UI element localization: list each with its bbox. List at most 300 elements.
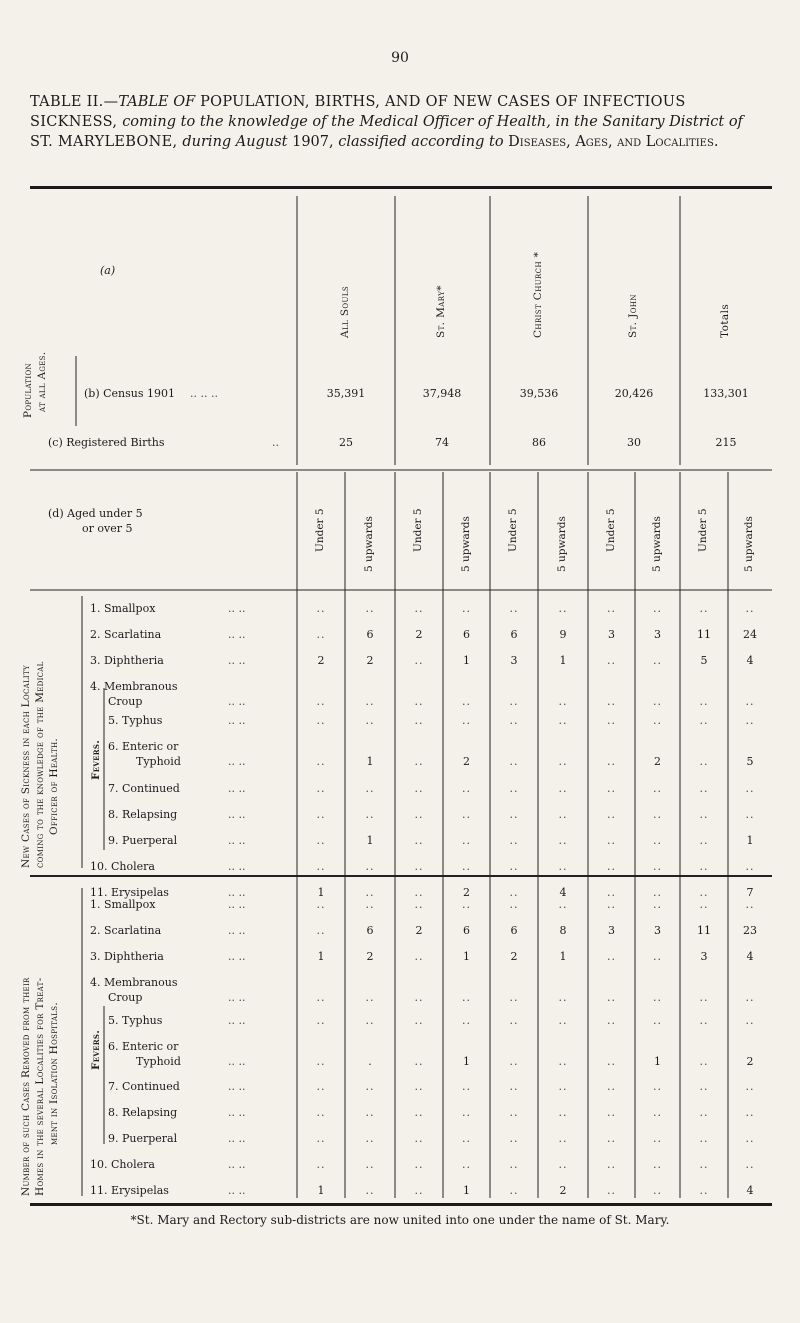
table-cell: .. (509, 1080, 519, 1093)
table-cell: .. (699, 1014, 709, 1027)
table-cell: 6 (366, 628, 374, 641)
births-value: 215 (715, 436, 737, 449)
table-cell: .. (699, 1158, 709, 1171)
table-cell: .. (607, 714, 616, 727)
table-cell: .. (462, 602, 471, 615)
table-cell: .. (414, 834, 424, 847)
table-cell: .. (414, 1080, 424, 1093)
table-cell: .. (607, 602, 616, 615)
table-cell: .. (365, 782, 375, 795)
table-cell: .. (414, 695, 424, 708)
section2-group-label: Number of such Cases Removed from their (20, 977, 32, 1196)
row-label: 4. Membranous (90, 680, 178, 693)
table-cell: .. (414, 886, 424, 899)
table-cell: .. (316, 1158, 326, 1171)
table-cell: 2 (317, 654, 325, 667)
table-cell: .. (699, 755, 709, 768)
table-cell: .. (509, 782, 519, 795)
table-cell: .. (462, 714, 471, 727)
title-tail: Diseases, Ages, and Localities. (503, 134, 719, 150)
row-label: 3. Diphtheria (90, 654, 164, 667)
section1-group-label: coming to the knowledge of the Medical (34, 661, 46, 868)
table-cell: .. (414, 1158, 424, 1171)
table-cell: .. (316, 860, 326, 873)
table-cell: 3 (510, 654, 518, 667)
table-cell: .. (316, 782, 326, 795)
row-dots: .. .. (228, 654, 246, 667)
table-cell: .. (462, 1014, 471, 1027)
table-cell: .. (316, 1106, 326, 1119)
table-cell: .. (653, 1158, 662, 1171)
table-cell: 1 (317, 886, 325, 899)
table-cell: .. (316, 1014, 326, 1027)
table-cell: .. (316, 924, 326, 937)
title-district: ST. MARYLEBONE, (30, 134, 183, 150)
table-cell: .. (699, 808, 709, 821)
table-cell: .. (509, 1055, 519, 1068)
locality-header: St. Mary* (435, 285, 447, 338)
table-cell: .. (558, 1132, 568, 1145)
table-cell: .. (365, 991, 375, 1004)
under-5-header: Under 5 (412, 508, 424, 552)
table-cell: .. (316, 602, 326, 615)
table-cell: .. (509, 695, 519, 708)
table-cell: .. (607, 991, 616, 1004)
table-cell: .. (365, 695, 375, 708)
table-cell: .. (745, 808, 755, 821)
table-cell: .. (365, 1184, 375, 1197)
table-cell: 4 (559, 886, 567, 899)
table-cell: .. (699, 695, 709, 708)
table-cell: .. (365, 602, 375, 615)
row-label: 11. Erysipelas (90, 1184, 169, 1197)
births-dots: .. (272, 436, 279, 449)
table-cell: .. (509, 714, 519, 727)
table-cell: .. (745, 898, 755, 911)
title-year: 1907, (287, 134, 339, 150)
table-cell: .. (653, 654, 662, 667)
table-cell: .. (699, 1184, 709, 1197)
5-upwards-header: 5 upwards (743, 516, 755, 572)
table-cell: .. (653, 898, 662, 911)
population-label: (b) Census 1901 (84, 387, 175, 400)
row-label: 9. Puerperal (108, 1132, 178, 1145)
table-cell: .. (462, 834, 471, 847)
table-cell: 4 (746, 1184, 754, 1197)
table-cell: .. (653, 1132, 662, 1145)
table-cell: .. (653, 782, 662, 795)
table-cell: .. (414, 714, 424, 727)
locality-header: All Souls (339, 285, 351, 338)
age-label-line1: (d) Aged under 5 (48, 507, 143, 520)
table-cell: .. (699, 1106, 709, 1119)
row-label: 4. Membranous (90, 976, 178, 989)
row-dots: .. .. (228, 1080, 246, 1093)
table-cell: 6 (463, 628, 470, 641)
row-label: 9. Puerperal (108, 834, 178, 847)
table-cell: 2 (746, 1055, 754, 1068)
table-cell: .. (462, 1132, 471, 1145)
footnote: *St. Mary and Rectory sub-districts are now united into one under the name of St. Mary. (130, 1213, 670, 1227)
locality-header: St. John (627, 294, 639, 338)
section2-group-label: Homes in the several Localities for Treat- (34, 977, 46, 1196)
table-cell: .. (509, 808, 519, 821)
table-cell: 2 (463, 755, 470, 768)
table-cell: 7 (746, 886, 754, 899)
table-cell: .. (414, 1106, 424, 1119)
row-label: 8. Relapsing (108, 808, 178, 821)
table-cell: .. (558, 602, 568, 615)
table-cell: .. (558, 714, 568, 727)
table-cell: .. (509, 834, 519, 847)
row-dots: .. .. (228, 860, 246, 873)
table-cell: .. (745, 714, 755, 727)
table-cell: .. (316, 714, 326, 727)
table-cell: 2 (415, 924, 423, 937)
table-cell: 4 (746, 950, 754, 963)
title-italic-1: TABLE OF (118, 94, 196, 110)
table-cell: .. (699, 834, 709, 847)
row-label: 2. Scarlatina (90, 924, 162, 937)
table-cell: .. (699, 898, 709, 911)
row-label: 11. Erysipelas (90, 886, 169, 899)
table-cell: .. (509, 1184, 519, 1197)
table-cell: .. (414, 1014, 424, 1027)
table-cell: 1 (654, 1055, 661, 1068)
row-dots: .. .. (228, 782, 246, 795)
table-cell: .. (316, 628, 326, 641)
table-cell: .. (607, 1055, 616, 1068)
table-cell: .. (558, 1014, 568, 1027)
table-cell: .. (414, 1132, 424, 1145)
table-cell: .. (316, 1132, 326, 1145)
table-cell: .. (509, 1014, 519, 1027)
table-cell: 5 (746, 755, 754, 768)
table-cell: 1 (366, 755, 374, 768)
row-label: 6. Enteric or (108, 740, 179, 753)
births-label: (c) Registered Births (48, 436, 165, 449)
section1-group-label: New Cases of Sickness in each Locality (20, 665, 32, 868)
table-cell: .. (558, 1158, 568, 1171)
table-cell: .. (558, 1106, 568, 1119)
births-value: 86 (532, 436, 546, 449)
table-cell: .. (414, 1184, 424, 1197)
table-cell: 1 (366, 834, 374, 847)
title-italic-4: classified according to (338, 134, 504, 150)
table-cell: .. (653, 1080, 662, 1093)
table-cell: 1 (559, 654, 567, 667)
table-cell: 11 (697, 924, 711, 937)
table-cell: 2 (559, 1184, 567, 1197)
row-dots: .. .. (228, 886, 246, 899)
table-cell: .. (365, 714, 375, 727)
table-cell: .. (414, 991, 424, 1004)
population-dots: .. .. .. (190, 387, 218, 400)
table-cell: .. (462, 808, 471, 821)
table-cell: 11 (697, 628, 711, 641)
row-label: 10. Cholera (90, 1158, 155, 1171)
5-upwards-header: 5 upwards (650, 516, 663, 572)
table-cell: .. (699, 1080, 709, 1093)
table-cell: .. (607, 654, 616, 667)
table-cell: .. (653, 834, 662, 847)
table-cell: .. (316, 898, 326, 911)
table-cell: .. (316, 991, 326, 1004)
table-cell: .. (462, 1106, 471, 1119)
table-cell: 2 (510, 950, 518, 963)
table-cell: 1 (463, 1055, 470, 1068)
row-label: 2. Scarlatina (90, 628, 162, 641)
title-part-1: POPULATION, BIRTHS, AND OF NEW CASES OF INFECTIOUS SICKNESS, (30, 94, 686, 130)
table-cell: .. (509, 898, 519, 911)
table-cell: .. (414, 950, 424, 963)
table-cell: .. (462, 695, 471, 708)
table-cell: 3 (654, 924, 661, 937)
table-cell: .. (558, 782, 568, 795)
row-dots: .. .. (228, 1132, 246, 1145)
table-cell: .. (365, 860, 375, 873)
table-cell: 8 (559, 924, 567, 937)
table-cell: .. (365, 886, 375, 899)
locality-header: Totals (719, 303, 731, 338)
population-value: 20,426 (614, 387, 654, 400)
table-cell: .. (462, 898, 471, 911)
table-cell: 1 (746, 834, 754, 847)
table-cell: .. (414, 808, 424, 821)
table-cell: .. (316, 695, 326, 708)
table-cell: .. (558, 991, 568, 1004)
table-cell: 1 (559, 950, 567, 963)
table-cell: 1 (317, 950, 325, 963)
title-prefix: TABLE II.— (30, 94, 119, 110)
table-cell: .. (607, 860, 616, 873)
title-italic-3: during August (182, 134, 288, 150)
row-dots: .. .. (228, 755, 246, 768)
table-cell: .. (462, 1158, 471, 1171)
table-cell: 6 (463, 924, 470, 937)
table-cell: .. (653, 695, 662, 708)
table-cell: 6 (510, 628, 518, 641)
table-cell: 3 (654, 628, 661, 641)
table-cell: .. (509, 602, 519, 615)
table-cell: .. (607, 1080, 616, 1093)
population-value: 35,391 (326, 387, 366, 400)
table-cell: .. (745, 695, 755, 708)
table-cell: .. (745, 1014, 755, 1027)
table-cell: 6 (366, 924, 374, 937)
table-cell: .. (653, 1184, 662, 1197)
table-cell: .. (653, 991, 662, 1004)
table-cell: .. (607, 1158, 616, 1171)
table-cell: .. (745, 782, 755, 795)
table-cell: .. (509, 1106, 519, 1119)
table-cell: .. (509, 1132, 519, 1145)
table-cell: .. (316, 834, 326, 847)
table-cell: 2 (463, 886, 470, 899)
locality-header: Christ Church * (532, 251, 544, 338)
table-cell: .. (699, 1132, 709, 1145)
table-cell: .. (316, 1055, 326, 1068)
table-cell: 1 (463, 1184, 470, 1197)
table-cell: .. (745, 1106, 755, 1119)
table-cell: .. (316, 755, 326, 768)
births-value: 74 (435, 436, 449, 449)
row-dots: .. .. (228, 898, 246, 911)
table-cell: .. (607, 1014, 616, 1027)
table-cell: .. (558, 1080, 568, 1093)
row-label: 10. Cholera (90, 860, 155, 873)
table-cell: .. (607, 1106, 616, 1119)
table-cell: .. (558, 808, 568, 821)
row-dots: .. .. (228, 1055, 246, 1068)
table-cell: .. (414, 654, 424, 667)
title-italic-2: coming to the knowledge of the Medical Officer of Health, in the Sanitary District of (122, 114, 743, 130)
table-cell: 5 (700, 654, 708, 667)
5-upwards-header: 5 upwards (363, 516, 375, 572)
table-cell: .. (653, 1014, 662, 1027)
table-cell: .. (414, 860, 424, 873)
population-group-label-2: at all Ages. (36, 351, 48, 412)
table-cell: .. (558, 1055, 568, 1068)
under-5-header: Under 5 (507, 508, 519, 552)
table-cell: .. (607, 782, 616, 795)
row-dots: .. .. (228, 714, 246, 727)
table-cell: .. (653, 808, 662, 821)
row-label: 1. Smallpox (90, 898, 156, 911)
table-cell: .. (653, 602, 662, 615)
table-cell: .. (558, 755, 568, 768)
5-upwards-header: 5 upwards (556, 516, 568, 572)
section1-fevers-label: Fevers. (90, 739, 102, 780)
table-cell: .. (462, 860, 471, 873)
table-cell: .. (653, 1106, 662, 1119)
table-cell: .. (653, 714, 662, 727)
table-cell: .. (414, 898, 424, 911)
table-cell: .. (316, 808, 326, 821)
table-cell: .. (699, 782, 709, 795)
table-cell: .. (365, 1106, 375, 1119)
table-cell: .. (414, 755, 424, 768)
section1-group-label: Officer of Health. (48, 737, 60, 835)
row-label: 5. Typhus (108, 714, 163, 727)
header-a-label: (a) (100, 264, 116, 277)
table-cell: .. (414, 1055, 424, 1068)
row-label: 6. Enteric or (108, 1040, 179, 1053)
table-cell: .. (316, 1080, 326, 1093)
table-cell: .. (365, 898, 375, 911)
section2-group-label: ment in Isolation Hospitals. (48, 1002, 60, 1145)
table-cell: .. (699, 1055, 709, 1068)
table-cell: .. (365, 1158, 375, 1171)
table-cell: .. (509, 991, 519, 1004)
births-value: 30 (627, 436, 641, 449)
table-cell: .. (607, 695, 616, 708)
table-cell: .. (607, 755, 616, 768)
table-cell: .. (462, 991, 471, 1004)
row-dots: .. .. (228, 808, 246, 821)
table-cell: 3 (700, 950, 708, 963)
table-cell: .. (509, 1158, 519, 1171)
under-5-header: Under 5 (314, 508, 326, 552)
table-cell: 24 (743, 628, 757, 641)
table-cell: 2 (366, 950, 374, 963)
table-cell: .. (699, 886, 709, 899)
row-dots: .. .. (228, 1014, 246, 1027)
table-cell: .. (699, 714, 709, 727)
table-cell: .. (462, 782, 471, 795)
row-dots: .. .. (228, 695, 246, 708)
row-dots: .. .. (228, 834, 246, 847)
row-label-2: Typhoid (136, 1055, 181, 1068)
table-cell: .. (653, 950, 662, 963)
table-cell: .. (607, 1132, 616, 1145)
age-label-line2: or over 5 (82, 522, 133, 535)
table-cell: .. (509, 886, 519, 899)
table-cell: .. (414, 782, 424, 795)
row-dots: .. .. (228, 991, 246, 1004)
table-cell: .. (607, 1184, 616, 1197)
row-label: 5. Typhus (108, 1014, 163, 1027)
row-label: 7. Continued (108, 1080, 180, 1093)
table-cell: 4 (746, 654, 754, 667)
table-cell: .. (509, 860, 519, 873)
table-cell: .. (745, 860, 755, 873)
table-cell: .. (745, 991, 755, 1004)
row-dots: .. .. (228, 924, 246, 937)
table-cell: .. (699, 602, 709, 615)
table-cell: .. (607, 834, 616, 847)
table-cell: .. (365, 1132, 375, 1145)
table-cell: 6 (510, 924, 518, 937)
table-cell: .. (699, 991, 709, 1004)
table-cell: 1 (317, 1184, 325, 1197)
table-cell: .. (365, 808, 375, 821)
table-cell: .. (607, 950, 616, 963)
row-label: 8. Relapsing (108, 1106, 178, 1119)
row-label-2: Typhoid (136, 755, 181, 768)
table-cell: .. (607, 886, 616, 899)
row-dots: .. .. (228, 1106, 246, 1119)
table-cell: 1 (463, 654, 470, 667)
table-cell: .. (365, 1014, 375, 1027)
table-cell: .. (414, 602, 424, 615)
table-cell: 1 (463, 950, 470, 963)
page-number: 90 (391, 50, 409, 66)
row-label-2: Croup (108, 695, 143, 708)
table-cell: .. (509, 755, 519, 768)
row-dots: .. .. (228, 950, 246, 963)
table-cell: 2 (415, 628, 423, 641)
table-cell: .. (699, 860, 709, 873)
row-label: 1. Smallpox (90, 602, 156, 615)
row-dots: .. .. (228, 628, 246, 641)
table-cell: .. (653, 886, 662, 899)
under-5-header: Under 5 (604, 508, 617, 552)
births-value: 25 (339, 436, 353, 449)
row-dots: .. .. (228, 602, 246, 615)
table-cell: .. (653, 860, 662, 873)
table-cell: 2 (366, 654, 374, 667)
table-cell: .. (558, 695, 568, 708)
row-label: 7. Continued (108, 782, 180, 795)
table-cell: .. (558, 834, 568, 847)
row-label-2: Croup (108, 991, 143, 1004)
population-value: 39,536 (519, 387, 559, 400)
table-cell: .. (558, 898, 568, 911)
table-cell: .. (607, 898, 616, 911)
table-cell: 9 (559, 628, 567, 641)
table-cell: .. (365, 1080, 375, 1093)
